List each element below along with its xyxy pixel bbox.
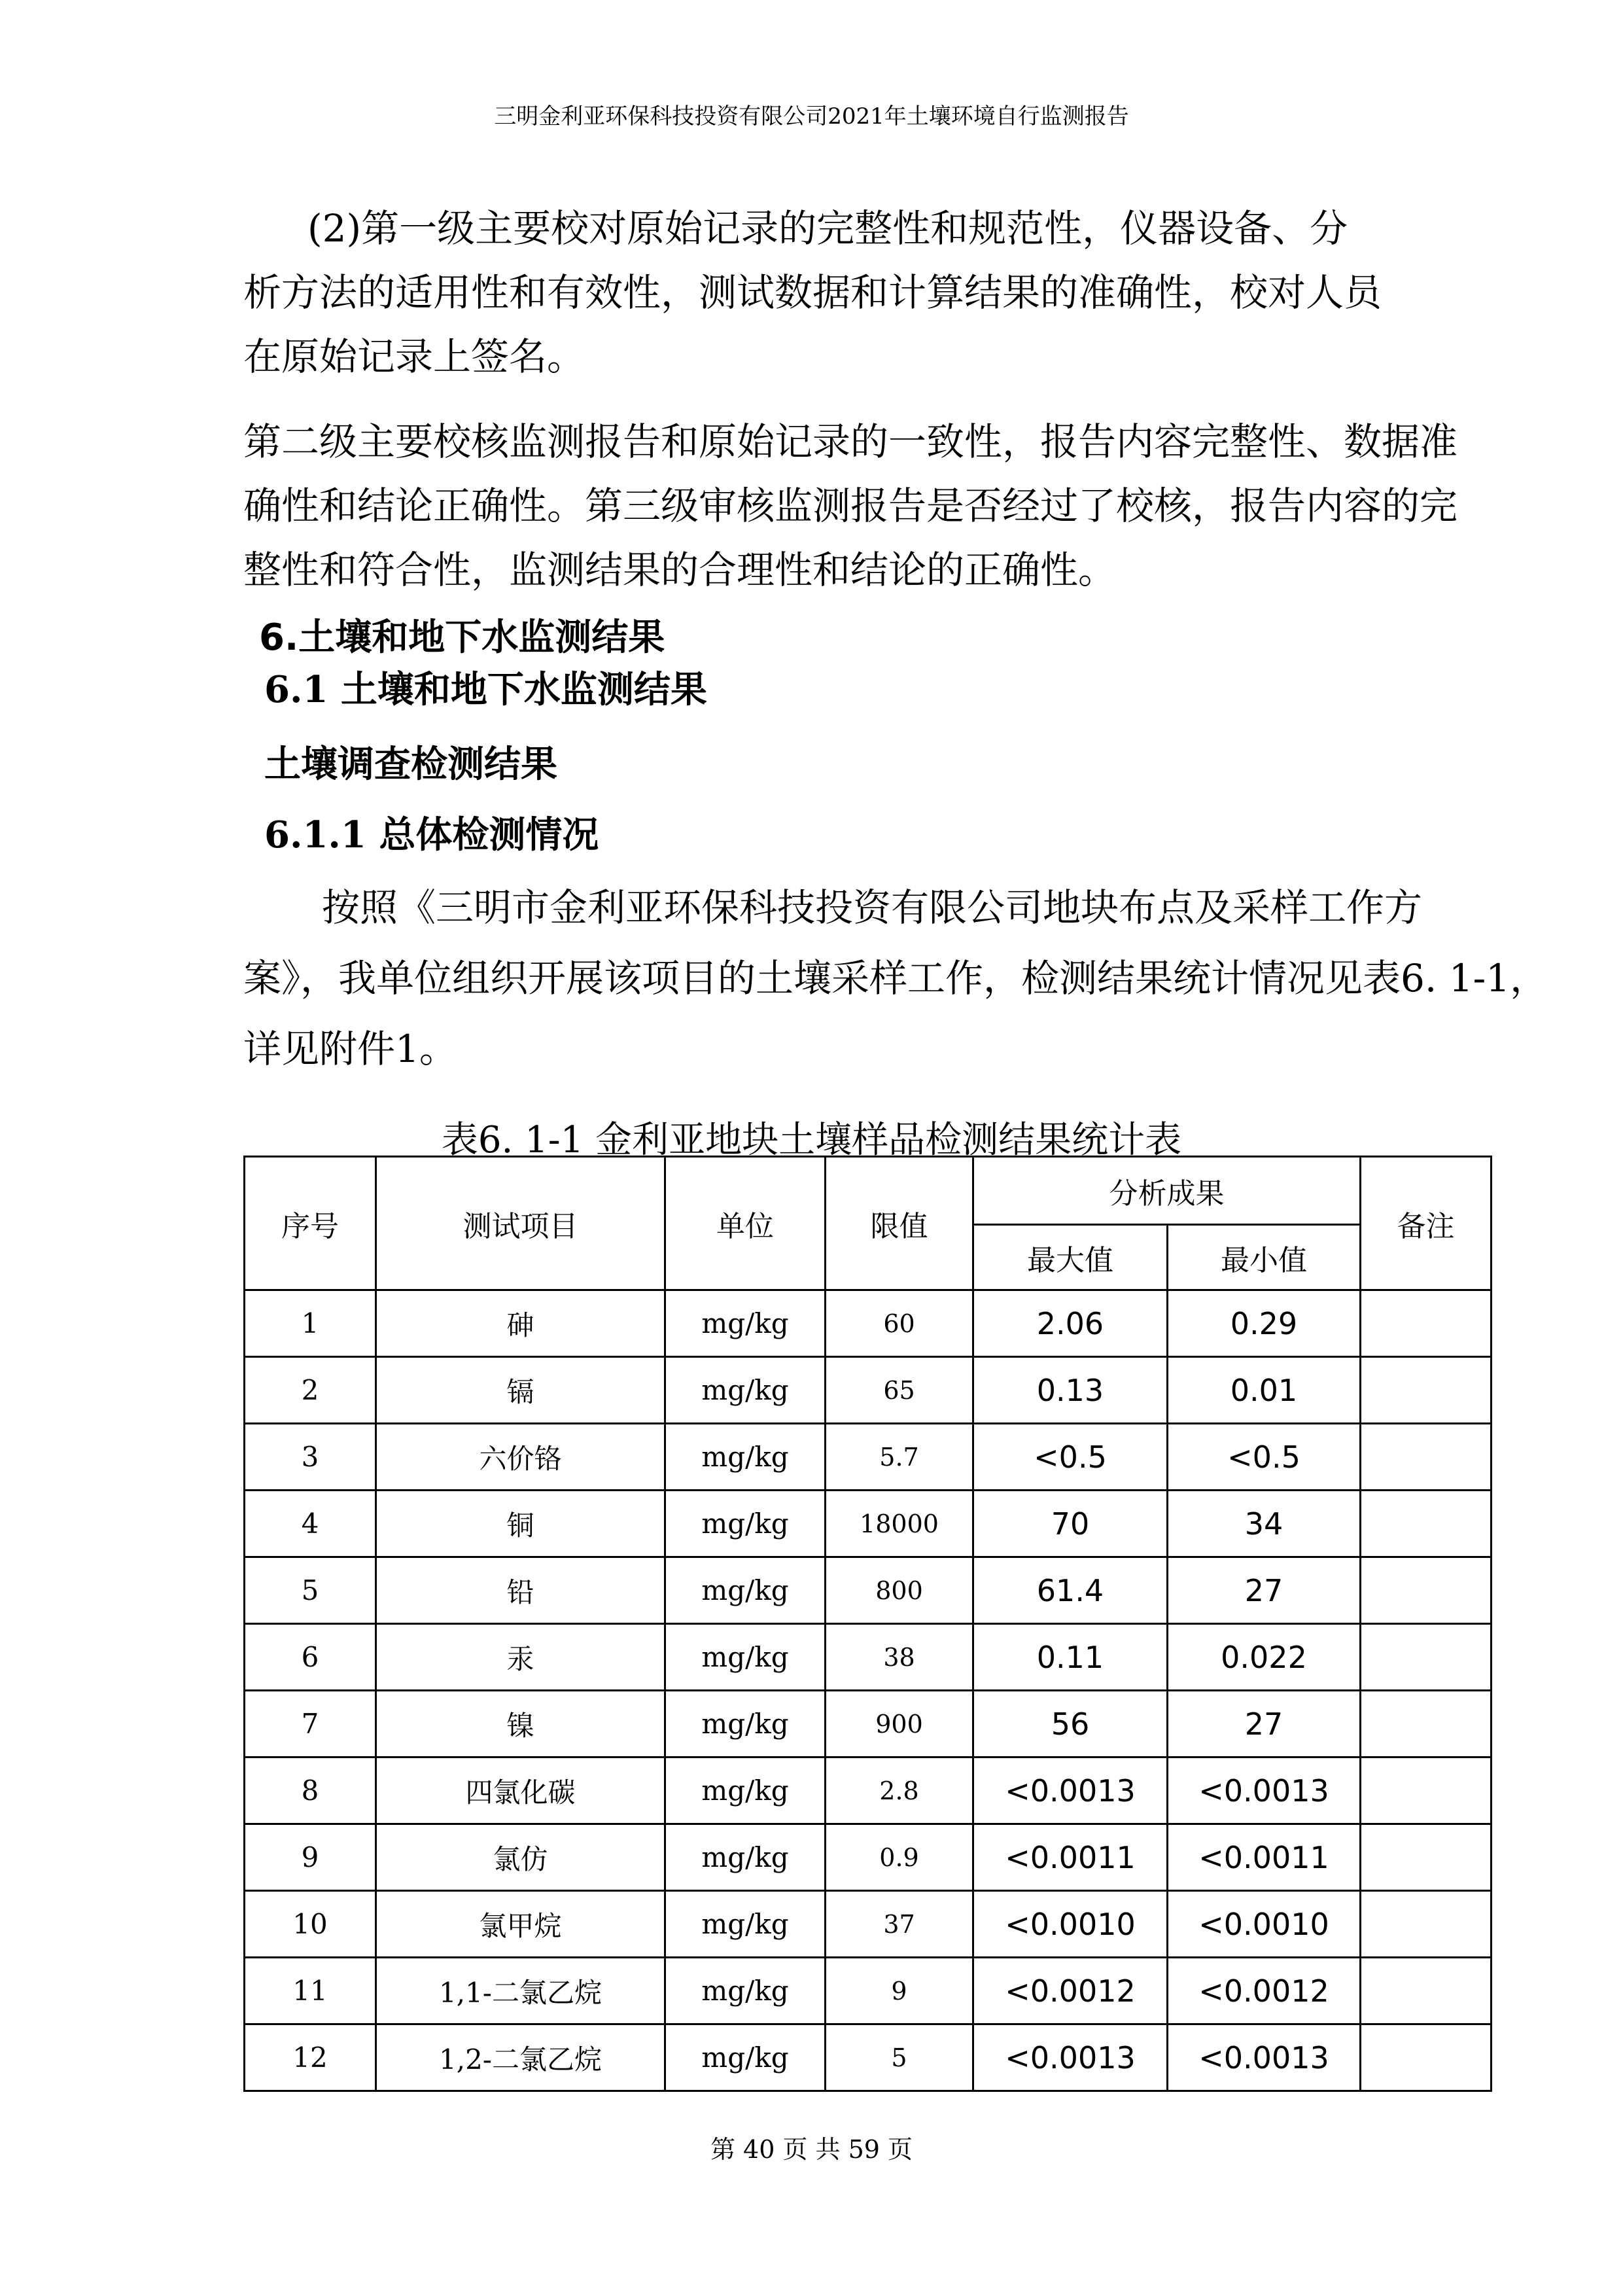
cell-item: 四氯化碳 [376, 1757, 665, 1824]
cell-item: 1,1-二氯乙烷 [376, 1958, 665, 2024]
cell-item: 1,2-二氯乙烷 [376, 2024, 665, 2091]
header-unit: 单位 [665, 1157, 826, 1290]
table-row [245, 1958, 1492, 2024]
cell-max: 61.4 [973, 1557, 1168, 1624]
cell-max: <0.5 [973, 1424, 1168, 1491]
cell-remark [1361, 1691, 1492, 1757]
table-caption: 表6. 1-1 金利亚地块土壤样品检测结果统计表 [441, 1119, 1182, 1161]
header-limit: 限值 [826, 1157, 973, 1290]
cell-remark [1361, 2024, 1492, 2091]
cell-remark [1361, 1424, 1492, 1491]
paragraph-line: 详见附件1。 [243, 1027, 457, 1071]
cell-limit: 9 [826, 1958, 973, 2024]
paragraph-line: (2)第一级主要校对原始记录的完整性和规范性，仪器设备、分 [307, 206, 1348, 251]
cell-remark [1361, 1491, 1492, 1557]
cell-remark [1361, 1290, 1492, 1357]
cell-unit: mg/kg [665, 1958, 826, 2024]
table-row [245, 1891, 1492, 1958]
cell-limit: 37 [826, 1891, 973, 1958]
table-row [245, 1424, 1492, 1491]
table-row [245, 1557, 1492, 1624]
cell-item: 六价铬 [376, 1424, 665, 1491]
cell-min: <0.5 [1168, 1424, 1361, 1491]
table-row [245, 1491, 1492, 1557]
page-header: 三明金利亚环保科技投资有限公司2021年土壤环境自行监测报告 [494, 103, 1129, 130]
cell-min: <0.0013 [1168, 2024, 1361, 2091]
cell-remark [1361, 1557, 1492, 1624]
section-heading: 6.土壤和地下水监测结果 [259, 616, 665, 659]
section-heading: 6.1 土壤和地下水监测结果 [264, 668, 707, 711]
paragraph-line: 第二级主要校核监测报告和原始记录的一致性，报告内容完整性、数据准 [243, 419, 1458, 464]
cell-limit: 38 [826, 1624, 973, 1691]
paragraph-line: 确性和结论正确性。第三级审核监测报告是否经过了校核，报告内容的完 [243, 484, 1458, 528]
cell-seq: 7 [245, 1691, 376, 1757]
cell-unit: mg/kg [665, 1491, 826, 1557]
cell-limit: 800 [826, 1557, 973, 1624]
cell-min: 27 [1168, 1691, 1361, 1757]
cell-item: 铅 [376, 1557, 665, 1624]
cell-item: 镉 [376, 1357, 665, 1424]
cell-seq: 8 [245, 1757, 376, 1824]
cell-remark [1361, 1757, 1492, 1824]
cell-max: <0.0013 [973, 1757, 1168, 1824]
cell-min: 0.01 [1168, 1357, 1361, 1424]
cell-unit: mg/kg [665, 1424, 826, 1491]
paragraph-line: 在原始记录上签名。 [243, 334, 585, 379]
cell-limit: 5 [826, 2024, 973, 2091]
cell-limit: 2.8 [826, 1757, 973, 1824]
cell-limit: 900 [826, 1691, 973, 1757]
cell-min: <0.0010 [1168, 1891, 1361, 1958]
cell-max: <0.0011 [973, 1824, 1168, 1891]
cell-unit: mg/kg [665, 1557, 826, 1624]
cell-min: 0.022 [1168, 1624, 1361, 1691]
table-row [245, 1624, 1492, 1691]
cell-min: 27 [1168, 1557, 1361, 1624]
cell-limit: 0.9 [826, 1824, 973, 1891]
cell-max: <0.0013 [973, 2024, 1168, 2091]
header-max: 最大值 [973, 1225, 1168, 1290]
cell-limit: 65 [826, 1357, 973, 1424]
cell-seq: 5 [245, 1557, 376, 1624]
header-result: 分析成果 [973, 1157, 1361, 1225]
cell-seq: 2 [245, 1357, 376, 1424]
cell-seq: 1 [245, 1290, 376, 1357]
cell-remark [1361, 1824, 1492, 1891]
cell-item: 汞 [376, 1624, 665, 1691]
cell-max: <0.0012 [973, 1958, 1168, 2024]
cell-max: 0.13 [973, 1357, 1168, 1424]
cell-seq: 3 [245, 1424, 376, 1491]
paragraph-line: 按照《三明市金利亚环保科技投资有限公司地块布点及采样工作方 [322, 885, 1423, 930]
cell-max: <0.0010 [973, 1891, 1168, 1958]
table-row [245, 2024, 1492, 2091]
cell-max: 56 [973, 1691, 1168, 1757]
table-row [245, 1290, 1492, 1357]
cell-unit: mg/kg [665, 1891, 826, 1958]
cell-item: 镍 [376, 1691, 665, 1757]
header-seq: 序号 [245, 1157, 376, 1290]
cell-remark [1361, 1624, 1492, 1691]
result-table [243, 1156, 1492, 2092]
cell-unit: mg/kg [665, 1290, 826, 1357]
section-heading: 土壤调查检测结果 [264, 743, 557, 786]
header-min: 最小值 [1168, 1225, 1361, 1290]
cell-seq: 10 [245, 1891, 376, 1958]
table-row [245, 1824, 1492, 1891]
cell-unit: mg/kg [665, 1357, 826, 1424]
paragraph-line: 案》，我单位组织开展该项目的土壤采样工作，检测结果统计情况见表6. 1-1， [243, 956, 1548, 1000]
cell-max: 0.11 [973, 1624, 1168, 1691]
cell-min: 34 [1168, 1491, 1361, 1557]
cell-item: 砷 [376, 1290, 665, 1357]
cell-limit: 18000 [826, 1491, 973, 1557]
cell-seq: 11 [245, 1958, 376, 2024]
cell-remark [1361, 1958, 1492, 2024]
cell-max: 2.06 [973, 1290, 1168, 1357]
cell-min: <0.0012 [1168, 1958, 1361, 2024]
cell-remark [1361, 1357, 1492, 1424]
cell-remark [1361, 1891, 1492, 1958]
section-heading: 6.1.1 总体检测情况 [264, 813, 599, 857]
cell-min: <0.0013 [1168, 1757, 1361, 1824]
cell-item: 铜 [376, 1491, 665, 1557]
cell-min: 0.29 [1168, 1290, 1361, 1357]
table-row [245, 1691, 1492, 1757]
cell-unit: mg/kg [665, 1824, 826, 1891]
table-row [245, 1357, 1492, 1424]
header-remark: 备注 [1361, 1157, 1492, 1290]
cell-seq: 12 [245, 2024, 376, 2091]
cell-limit: 60 [826, 1290, 973, 1357]
header-item: 测试项目 [376, 1157, 665, 1290]
cell-seq: 4 [245, 1491, 376, 1557]
cell-min: <0.0011 [1168, 1824, 1361, 1891]
paragraph-line: 析方法的适用性和有效性，测试数据和计算结果的准确性，校对人员 [243, 270, 1382, 315]
cell-seq: 9 [245, 1824, 376, 1891]
cell-unit: mg/kg [665, 1691, 826, 1757]
paragraph-line: 整性和符合性，监测结果的合理性和结论的正确性。 [243, 548, 1117, 592]
cell-limit: 5.7 [826, 1424, 973, 1491]
cell-unit: mg/kg [665, 2024, 826, 2091]
cell-unit: mg/kg [665, 1757, 826, 1824]
cell-seq: 6 [245, 1624, 376, 1691]
table-row [245, 1757, 1492, 1824]
cell-item: 氯甲烷 [376, 1891, 665, 1958]
cell-max: 70 [973, 1491, 1168, 1557]
page-footer: 第 40 页 共 59 页 [710, 2135, 913, 2164]
cell-unit: mg/kg [665, 1624, 826, 1691]
cell-item: 氯仿 [376, 1824, 665, 1891]
